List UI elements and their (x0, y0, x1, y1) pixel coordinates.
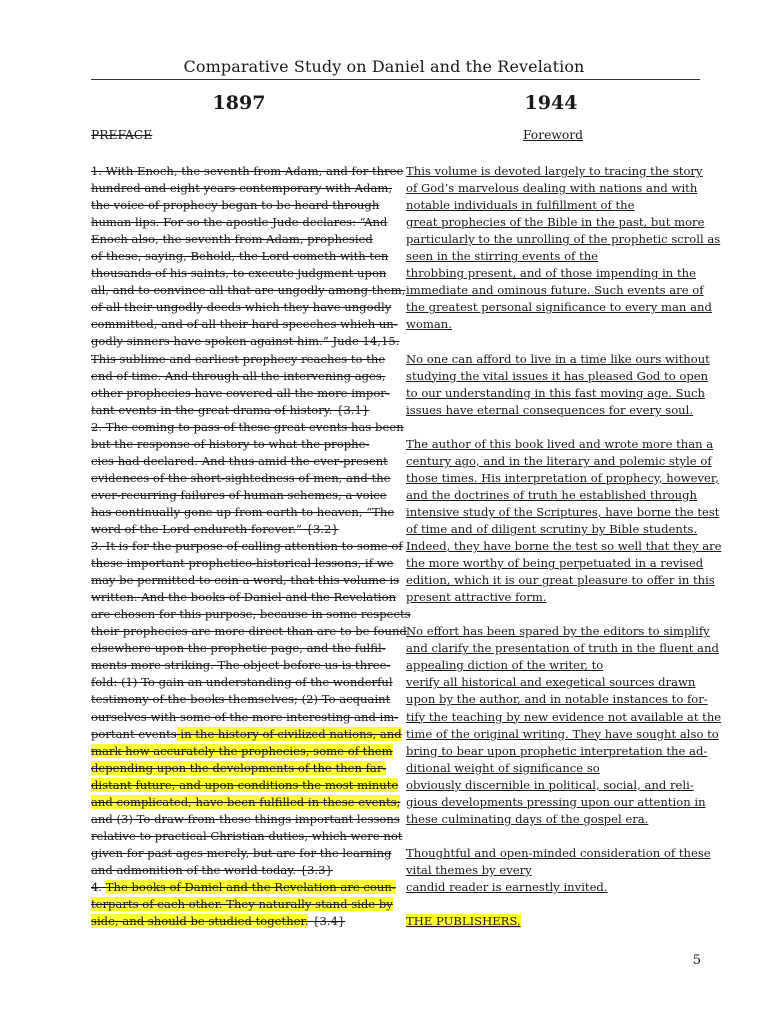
page-title: Comparative Study on Daniel and the Revelation (183, 57, 585, 76)
text-segment: throbbing present, and of those impending in the (406, 266, 696, 281)
text-segment: hundred and eight years contemporary with Adam, (91, 181, 393, 196)
text-segment: tant events in the great drama of history. {3.1} (91, 402, 370, 417)
right-text-line (406, 743, 706, 760)
right-text-line (406, 214, 706, 231)
text-segment: and clarify the presentation of truth in the fluent and (406, 641, 719, 656)
highlighted-text: The books of Daniel and the Revelation are coun- (105, 879, 396, 894)
text-segment: ments more striking. The object before us is three- (91, 658, 391, 673)
text-segment: seen in the stirring events of the (406, 249, 599, 264)
text-segment: Thoughtful and open-minded consideration of these (406, 845, 711, 860)
text-segment: time of the original writing. They have sought also to (406, 726, 719, 741)
foreword-text-column (406, 163, 722, 930)
preface-heading: PREFACE (91, 128, 153, 142)
text-segment: are chosen for this purpose, because in some respects (91, 607, 411, 622)
left-text-line (91, 726, 402, 743)
text-segment: of all their ungodly deeds which they have ungodly (91, 300, 392, 315)
left-text-line (91, 282, 406, 299)
text-segment: has continually gone up from earth to heaven, “The (91, 504, 395, 519)
right-text-line (406, 231, 721, 248)
left-text-line (91, 521, 386, 538)
text-segment: and the doctrines of truth he established through (406, 487, 697, 502)
left-text-line (91, 538, 403, 555)
right-text-line (406, 709, 722, 726)
left-text-line (91, 265, 386, 282)
left-text-line (91, 214, 386, 231)
text-segment: elsewhere upon the prophetic page, and the fulfil- (91, 641, 386, 656)
right-text-line (406, 316, 706, 333)
left-text-line (91, 419, 404, 436)
text-segment: particularly to the unrolling of the prophetic scroll as (406, 232, 721, 247)
text-segment: the voice of prophecy began to be heard through (91, 198, 380, 213)
right-text-line (406, 521, 706, 538)
highlighted-text: distant future, and upon conditions the most minute (91, 777, 399, 792)
text-segment: woman. (406, 317, 452, 332)
text-segment: these culminating days of the gospel era. (406, 811, 649, 826)
text-segment: ourselves with some of the more interesting and im- (91, 709, 399, 724)
left-text-line (91, 248, 389, 265)
left-text-line (91, 862, 386, 879)
text-segment: all, and to convince all that are ungodly among them, (91, 283, 406, 298)
right-text-line (406, 777, 706, 794)
text-segment: word of the Lord endureth forever.” {3.2} (91, 521, 339, 536)
right-text-line (406, 640, 719, 657)
text-segment: 3. It is for the purpose of calling attention to some of (91, 539, 403, 554)
left-text-line (91, 555, 394, 572)
text-segment: ever-recurring failures of human schemes, a voice (91, 487, 387, 502)
text-segment: of God’s marvelous dealing with nations and with (406, 181, 698, 196)
text-segment: Indeed, they have borne the test so well that they are (406, 539, 722, 554)
left-text-line (91, 299, 392, 316)
text-segment: bring to bear upon prophetic interpretation the ad- (406, 743, 708, 758)
text-segment: and (3) To draw from these things important lessons (91, 811, 400, 826)
left-text-line (91, 896, 393, 913)
preface-text-column (91, 163, 411, 930)
left-text-line (91, 504, 395, 521)
text-segment: portant events (91, 726, 177, 741)
text-segment: studying the vital issues it has pleased God to open (406, 368, 709, 383)
text-segment: these important prophetico-historical lessons, if we (91, 556, 394, 571)
right-text-line (406, 487, 706, 504)
header-rule (91, 79, 700, 80)
text-segment: present attractive form. (406, 590, 547, 605)
left-text-line (91, 385, 390, 402)
left-text-line (91, 402, 386, 419)
left-text-line (91, 845, 392, 862)
right-text-line (406, 811, 706, 828)
highlighted-text: and complicated, have been fulfilled in these events; (91, 794, 401, 809)
text-segment: ditional weight of significance so (406, 760, 600, 775)
left-text-line (91, 691, 391, 708)
right-text-line (406, 794, 706, 811)
text-segment: immediate and ominous future. Such events are of (406, 283, 704, 298)
text-segment: thousands of his saints, to execute judgment upon (91, 266, 387, 281)
text-segment: verify all historical and exegetical sources drawn (406, 675, 696, 690)
highlighted-text: terparts of each other. They naturally stand side by (91, 897, 393, 912)
right-text-line (406, 385, 706, 402)
right-text-line (406, 657, 706, 674)
right-text-line (406, 845, 711, 862)
text-segment: upon by the author, and in notable instances to for- (406, 692, 708, 707)
left-text-line (91, 351, 386, 368)
year-1897-heading: 1897 (212, 92, 266, 114)
text-segment: given for past ages merely, but are for the learning (91, 845, 392, 860)
text-segment: godly sinners have spoken against him.” Jude 14,15. (91, 334, 400, 349)
right-text-line (406, 538, 722, 555)
text-segment: those times. His interpretation of prophecy, however, (406, 470, 719, 485)
left-text-line (91, 657, 391, 674)
highlighted-text: THE PUBLISHERS. (406, 914, 521, 929)
highlighted-text: mark how accurately the prophecies, some of them (91, 743, 393, 758)
text-segment: 4. (91, 879, 106, 894)
right-text-line (406, 197, 706, 214)
left-text-line (91, 811, 400, 828)
text-segment: may be permitted to coin a word, that this volume is (91, 573, 400, 588)
right-text-line (406, 879, 706, 896)
text-segment: 2. The coming to pass of these great events has been (91, 419, 404, 434)
left-text-line (91, 436, 386, 453)
text-segment: end of time. And through all the intervening ages, (91, 368, 386, 383)
right-text-line (406, 265, 706, 282)
left-text-line (91, 487, 386, 504)
right-text-line (406, 674, 706, 691)
right-text-line (406, 896, 706, 913)
left-text-line (91, 760, 386, 777)
text-segment: of time and of diligent scrutiny by Bible students. (406, 521, 698, 536)
right-text-line (406, 691, 706, 708)
text-segment: and admonition of the world today. {3.3} (91, 862, 333, 877)
right-text-line (406, 402, 706, 419)
right-text-line (406, 180, 706, 197)
left-text-line (91, 231, 386, 248)
left-text-line (91, 606, 411, 623)
right-text-line (406, 333, 706, 350)
text-segment: written. And the books of Daniel and the Revelation (91, 590, 397, 605)
left-text-line (91, 709, 399, 726)
right-text-line (406, 368, 709, 385)
text-segment: This volume is devoted largely to tracing the story (406, 164, 703, 178)
text-segment: the more worthy of being perpetuated in a revised (406, 556, 704, 571)
text-segment: human lips. For so the apostle Jude declares: “And (91, 215, 388, 230)
text-segment: to our understanding in this fast moving age. Such (406, 385, 706, 400)
page-number: 5 (692, 953, 701, 968)
left-text-line (91, 333, 400, 350)
text-segment: gious developments pressing upon our attention in (406, 794, 706, 809)
right-text-line (406, 248, 706, 265)
left-text-line (91, 623, 407, 640)
right-text-line (406, 913, 706, 930)
foreword-heading: Foreword (522, 128, 584, 142)
right-text-line (406, 419, 706, 436)
text-segment: their prophecies are more direct than are to be found (91, 624, 407, 639)
right-text-line (406, 282, 706, 299)
highlighted-text: side, and should be studied together. (91, 914, 309, 929)
left-text-line (91, 794, 401, 811)
left-text-line (91, 453, 386, 470)
text-segment: notable individuals in fulfillment of the (406, 198, 635, 213)
right-text-line (406, 606, 706, 623)
right-text-line (406, 862, 706, 879)
text-segment: issues have eternal consequences for every soul. (406, 402, 694, 417)
left-text-line (91, 674, 393, 691)
left-text-line (91, 913, 386, 930)
text-segment: The author of this book lived and wrote more than a (406, 436, 714, 451)
right-text-line (406, 589, 706, 606)
text-segment: evidences of the short-sightedness of men, and the (91, 470, 391, 485)
year-1944-heading: 1944 (524, 92, 578, 114)
left-text-line (91, 316, 398, 333)
text-segment: fold: (1) To gain an understanding of the wonderful (91, 675, 393, 690)
text-segment: the greatest personal significance to every man and (406, 300, 712, 315)
right-text-line (406, 436, 714, 453)
text-segment: testimony of the books themselves; (2) To acquaint (91, 692, 391, 707)
text-segment: vital themes by every (406, 862, 532, 877)
text-segment: obviously discernible in political, social, and reli- (406, 777, 694, 792)
text-segment: other prophecies have covered all the more impor- (91, 385, 390, 400)
text-segment: great prophecies of the Bible in the past, but more (406, 215, 705, 230)
text-segment: This sublime and earliest prophecy reaches to the (91, 351, 386, 366)
left-text-line (91, 368, 386, 385)
text-segment: tify the teaching by new evidence not available at the (406, 709, 722, 724)
left-text-line (91, 589, 397, 606)
left-text-line (91, 879, 396, 896)
left-text-line (91, 777, 399, 794)
right-text-line (406, 351, 710, 368)
right-text-line (406, 163, 706, 180)
right-text-line (406, 828, 706, 845)
highlighted-text: depending upon the developments of the then far- (91, 760, 387, 775)
text-segment: edition, which it is our great pleasure to offer in this (406, 573, 715, 588)
left-text-line (91, 743, 393, 760)
text-segment: intensive study of the Scriptures, have borne the test (406, 504, 720, 519)
text-segment: {3.4} (308, 914, 346, 929)
left-text-line (91, 572, 400, 589)
left-text-line (91, 163, 404, 180)
right-text-line (406, 504, 720, 521)
left-text-line (91, 180, 393, 197)
left-text-line (91, 828, 403, 845)
left-text-line (91, 470, 391, 487)
right-text-line (406, 623, 710, 640)
text-segment: Enoch also, the seventh from Adam, prophesied (91, 232, 373, 247)
text-segment: century ago, and in the literary and polemic style of (406, 453, 712, 468)
text-segment: relative to practical Christian duties, which were not (91, 828, 403, 843)
right-text-line (406, 760, 706, 777)
left-text-line (91, 197, 386, 214)
left-text-line (91, 640, 386, 657)
right-text-line (406, 726, 719, 743)
text-segment: No effort has been spared by the editors to simplify (406, 624, 710, 639)
right-text-line (406, 470, 719, 487)
text-segment: committed, and of all their hard speeches which un- (91, 317, 398, 332)
text-segment: of these, saying, Behold, the Lord cometh with ten (91, 249, 389, 264)
right-text-line (406, 299, 712, 316)
text-segment: 1. With Enoch, the seventh from Adam, and for three (91, 164, 404, 178)
text-segment: No one can afford to live in a time like ours without (406, 351, 710, 366)
right-text-line (406, 555, 706, 572)
right-text-line (406, 453, 712, 470)
text-segment: but the response of history to what the prophe- (91, 436, 370, 451)
text-segment: appealing diction of the writer, to (406, 658, 604, 673)
highlighted-text: in the history of civilized nations, and (176, 726, 402, 741)
text-segment: candid reader is earnestly invited. (406, 879, 608, 894)
right-text-line (406, 572, 715, 589)
text-segment: cies had declared. And thus amid the ever-present (91, 453, 388, 468)
